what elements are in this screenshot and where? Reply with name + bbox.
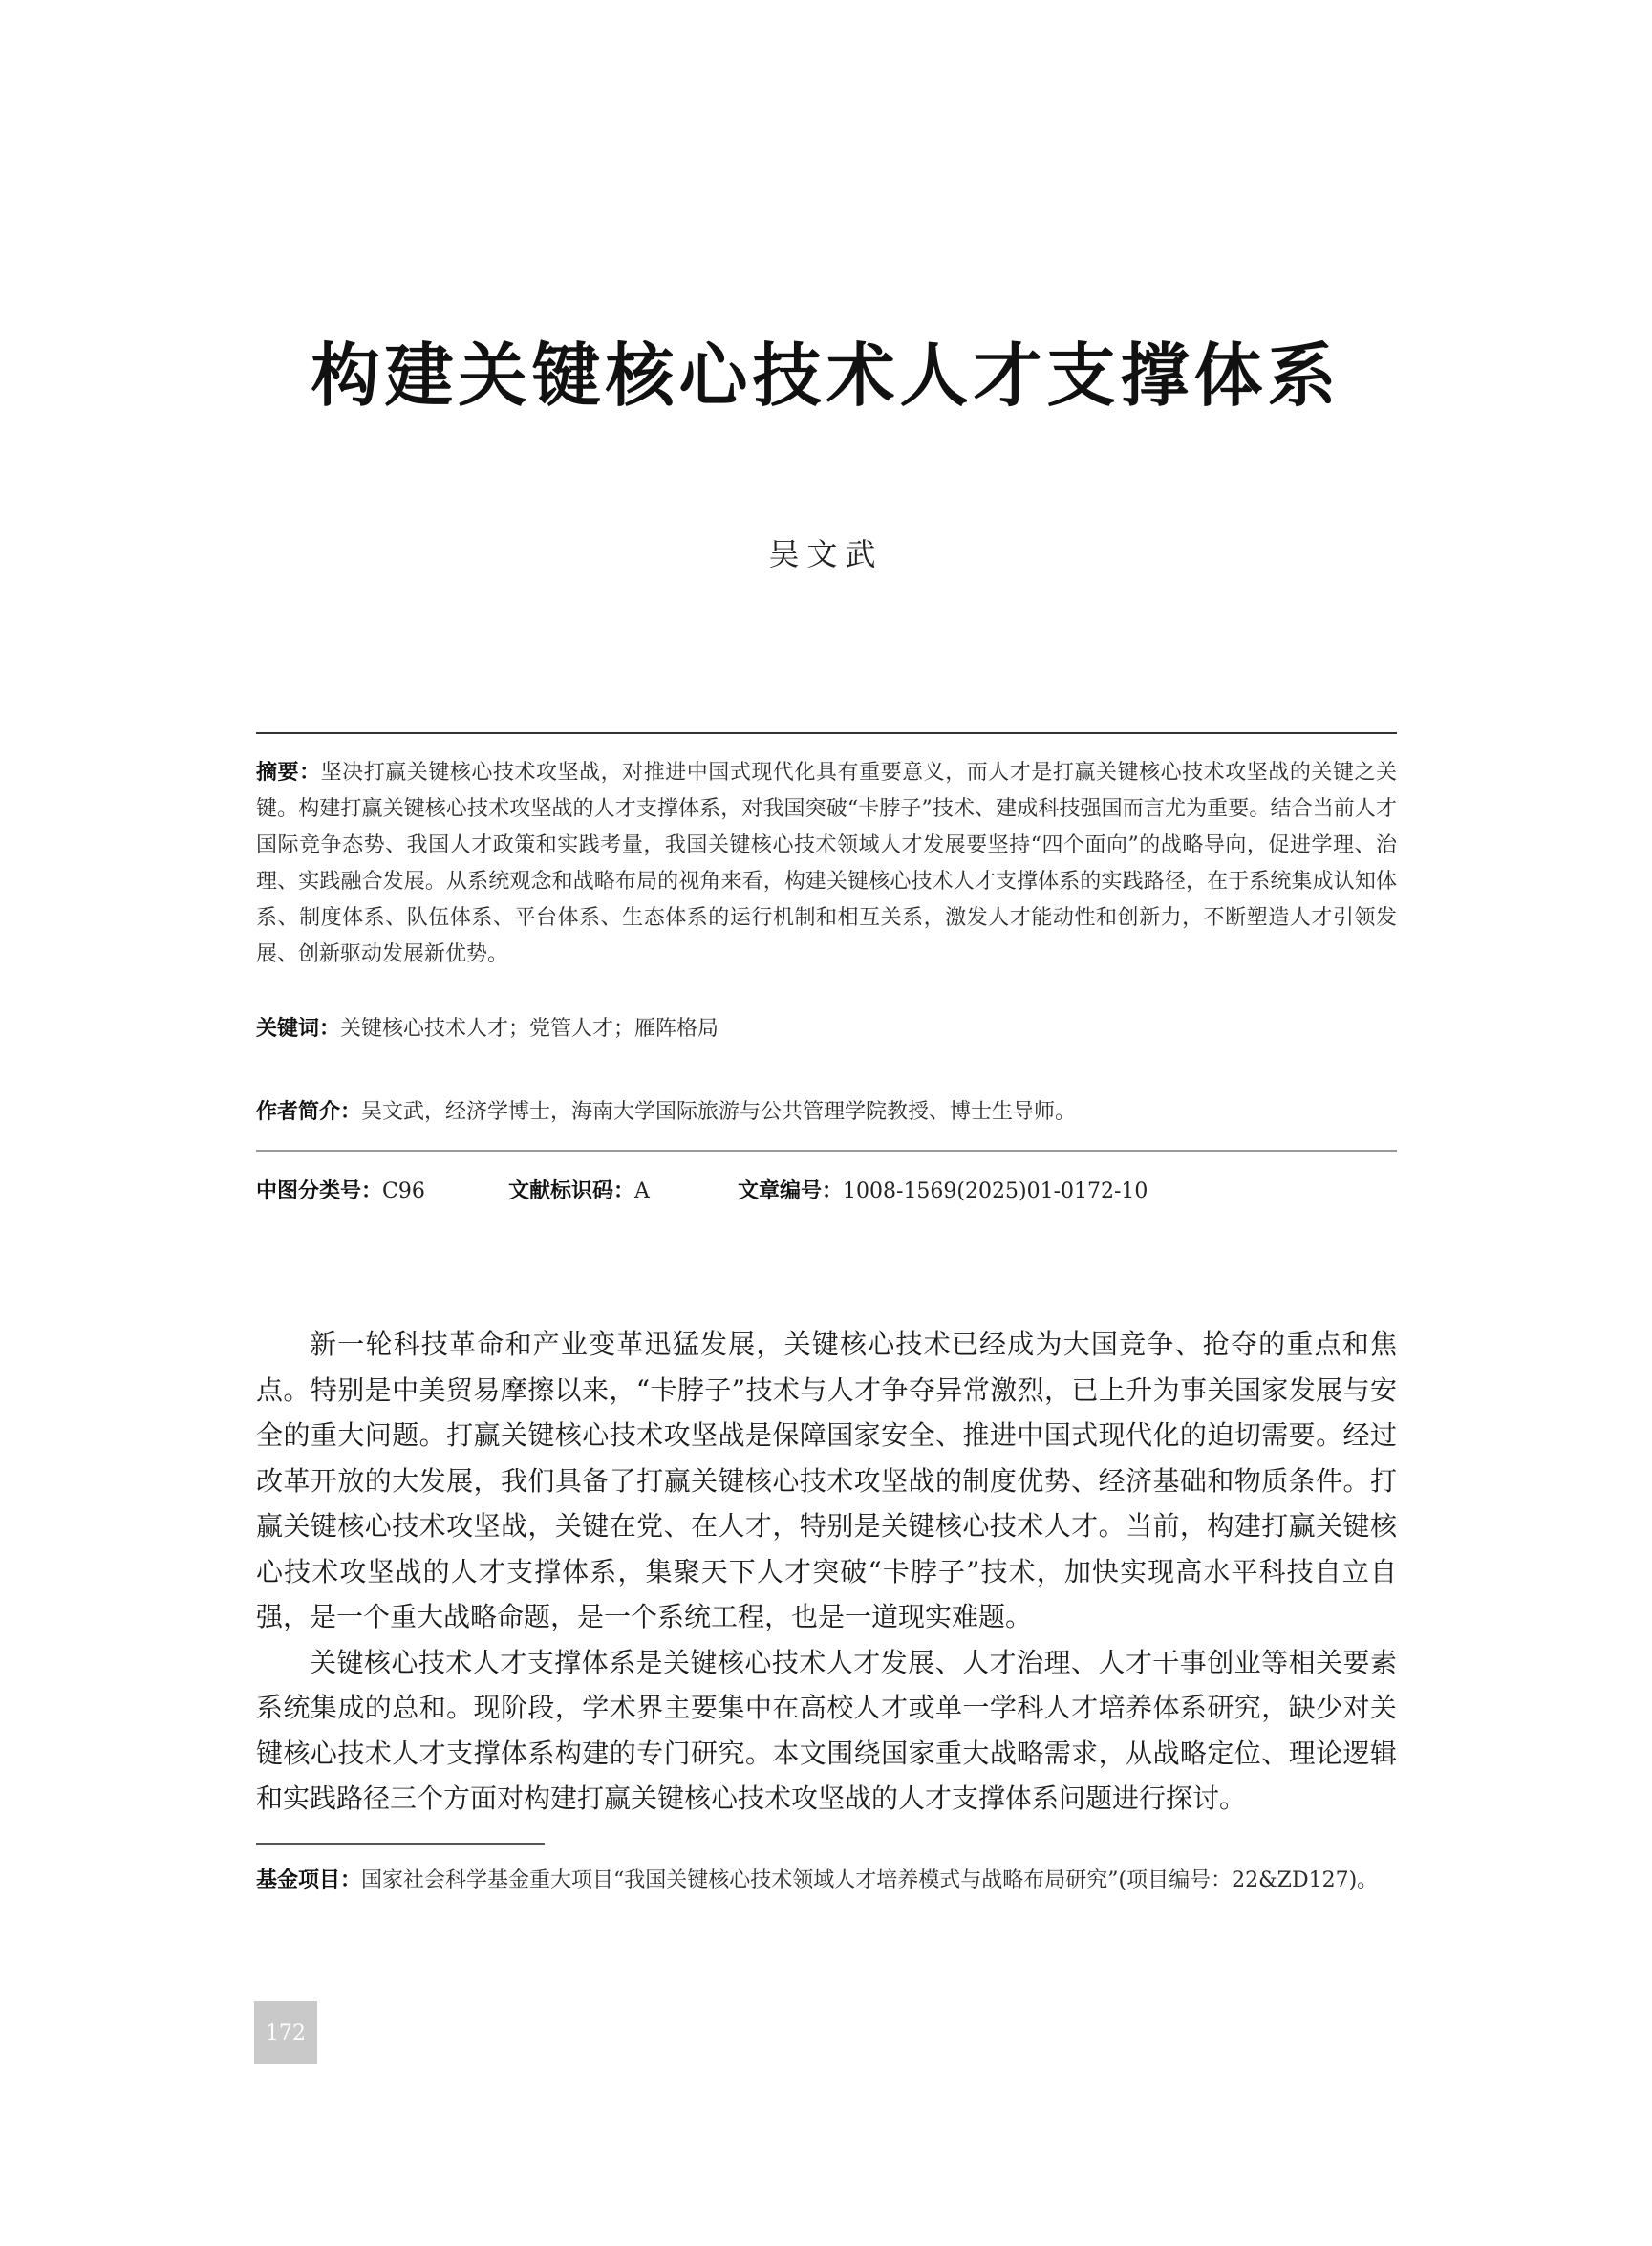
- keywords-label: 关键词：: [256, 1017, 341, 1041]
- abstract-label: 摘要：: [256, 761, 321, 785]
- page-number: 172: [254, 2001, 317, 2064]
- abstract: [256, 755, 1397, 973]
- author-info-label: 作者简介：: [256, 1100, 362, 1124]
- funding-label: 基金项目：: [256, 1868, 362, 1892]
- abstract-top-rule: [256, 732, 1397, 734]
- body-paragraph: 关键核心技术人才支撑体系是关键核心技术人才发展、人才治理、人才干事创业等相关要素系统集成的总和。现阶段，学术界主要集中在高校人才或单一学科人才培养体系研究，缺少对关键核心技术人才支撑体系构建的专门研究。本文围绕国家重大战略需求，从战略定位、理论逻辑和实践路径三个方面对构建打赢关键核心技术攻坚战的人才支撑体系问题进行探讨。: [256, 1646, 1397, 1814]
- body-paragraph: 新一轮科技革命和产业变革迅猛发展，关键核心技术已经成为大国竞争、抢夺的重点和焦点。特别是中美贸易摩擦以来，“卡脖子”技术与人才争夺异常激烈，已上升为事关国家发展与安全的重大问题。打赢关键核心技术攻坚战是保障国家安全、推进中国式现代化的迫切需要。经过改革开放的大发展，我们具备了打赢关键核心技术攻坚战的制度优势、经济基础和物质条件。打赢关键核心技术攻坚战，关键在党、在人才，特别是关键核心技术人才。当前，构建打赢关键核心技术攻坚战的人才支撑体系，集聚天下人才突破“卡脖子”技术，加快实现高水平科技自立自强，是一个重大战略命题，是一个系统工程，也是一道现实难题。: [256, 1328, 1397, 1632]
- body-text: [256, 1322, 1397, 1822]
- article-number: 文章编号：1008-1569(2025)01-0172-10: [738, 1179, 1148, 1203]
- footnote-rule: [256, 1843, 545, 1845]
- author-info-text: 吴文武，经济学博士，海南大学国际旅游与公共管理学院教授、博士生导师。: [361, 1100, 1077, 1124]
- funding-text: 国家社会科学基金重大项目“我国关键核心技术领域人才培养模式与战略布局研究”(项目编号：22&ZD127)。: [361, 1868, 1379, 1892]
- author-info: [256, 1094, 1397, 1131]
- keywords-text: 关键核心技术人才；党管人才；雁阵格局: [340, 1017, 719, 1041]
- abstract-text: 坚决打赢关键核心技术攻坚战，对推进中国式现代化具有重要意义，而人才是打赢关键核心技术攻坚战的关键之关键。构建打赢关键核心技术攻坚战的人才支撑体系，对我国突破“卡脖子”技术、建成科技强国而言尤为重要。结合当前人才国际竞争态势、我国人才政策和实践考量，我国关键核心技术领域人才发展要坚持“四个面向”的战略导向，促进学理、治理、实践融合发展。从系统观念和战略布局的视角来看，构建关键核心技术人才支撑体系的实践路径，在于系统集成认知体系、制度体系、队伍体系、平台体系、生态体系的运行机制和相互关系，激发人才能动性和创新力，不断塑造人才引领发展、创新驱动发展新优势。: [256, 761, 1397, 966]
- funding-footnote: [256, 1862, 1397, 1900]
- classification-divider: [256, 1150, 1397, 1152]
- author-name: 吴文武: [768, 536, 884, 572]
- document-code: 文献标识码：A: [508, 1179, 650, 1203]
- clc-number: 中图分类号：C96: [256, 1179, 425, 1203]
- article-title: 构建关键核心技术人才支撑体系: [311, 335, 1341, 416]
- keywords: [256, 1011, 1397, 1047]
